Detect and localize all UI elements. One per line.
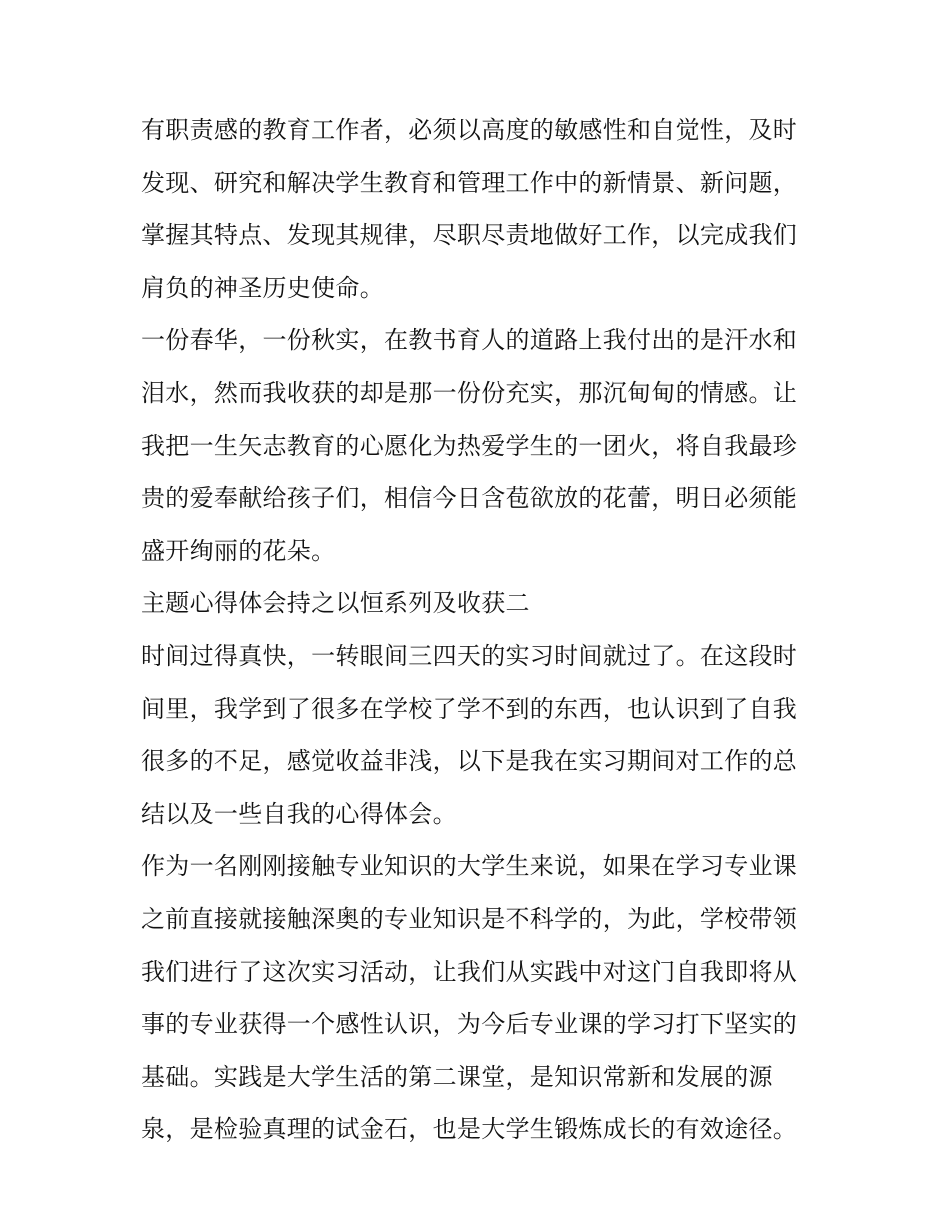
text-line: 一份春华，一份秋实，在教书育人的道路上我付出的是汗水和 [141, 326, 798, 355]
text-line: 盛开绚丽的花朵。 [141, 536, 336, 565]
text-line: 很多的不足，感觉收益非浅，以下是我在实习期间对工作的总 [141, 747, 798, 776]
text-line: 贵的爱奉献给孩子们，相信今日含苞欲放的花蕾，明日必须能 [141, 484, 798, 513]
text-line: 之前直接就接触深奥的专业知识是不科学的，为此，学校带领 [141, 904, 798, 933]
text-line: 泪水，然而我收获的却是那一份份充实，那沉甸甸的情感。让 [141, 378, 798, 407]
section-heading: 主题心得体会持之以恒系列及收获二 [141, 589, 530, 618]
text-line: 事的专业获得一个感性认识，为今后专业课的学习打下坚实的 [141, 1010, 798, 1039]
document-body [141, 104, 821, 1156]
text-line: 我把一生矢志教育的心愿化为热爱学生的一团火，将自我最珍 [141, 431, 798, 460]
text-line: 发现、研究和解决学生教育和管理工作中的新情景、新问题， [141, 168, 798, 197]
text-line: 肩负的神圣历史使命。 [141, 273, 384, 302]
text-line: 有职责感的教育工作者，必须以高度的敏感性和自觉性，及时 [141, 116, 798, 144]
text-line: 结以及一些自我的心得体会。 [141, 799, 457, 828]
text-line: 泉，是检验真理的试金石，也是大学生锻炼成长的有效途径。 [141, 1115, 798, 1144]
text-line: 我们进行了这次实习活动，让我们从实践中对这门自我即将从 [141, 957, 798, 986]
text-line: 掌握其特点、发现其规律，尽职尽责地做好工作，以完成我们 [141, 221, 798, 250]
text-line: 基础。实践是大学生活的第二课堂，是知识常新和发展的源 [141, 1062, 773, 1091]
text-line: 作为一名刚刚接触专业知识的大学生来说，如果在学习专业课 [141, 852, 798, 881]
text-line: 时间过得真快，一转眼间三四天的实习时间就过了。在这段时 [141, 641, 798, 670]
text-line: 间里，我学到了很多在学校了学不到的东西，也认识到了自我 [141, 694, 798, 723]
